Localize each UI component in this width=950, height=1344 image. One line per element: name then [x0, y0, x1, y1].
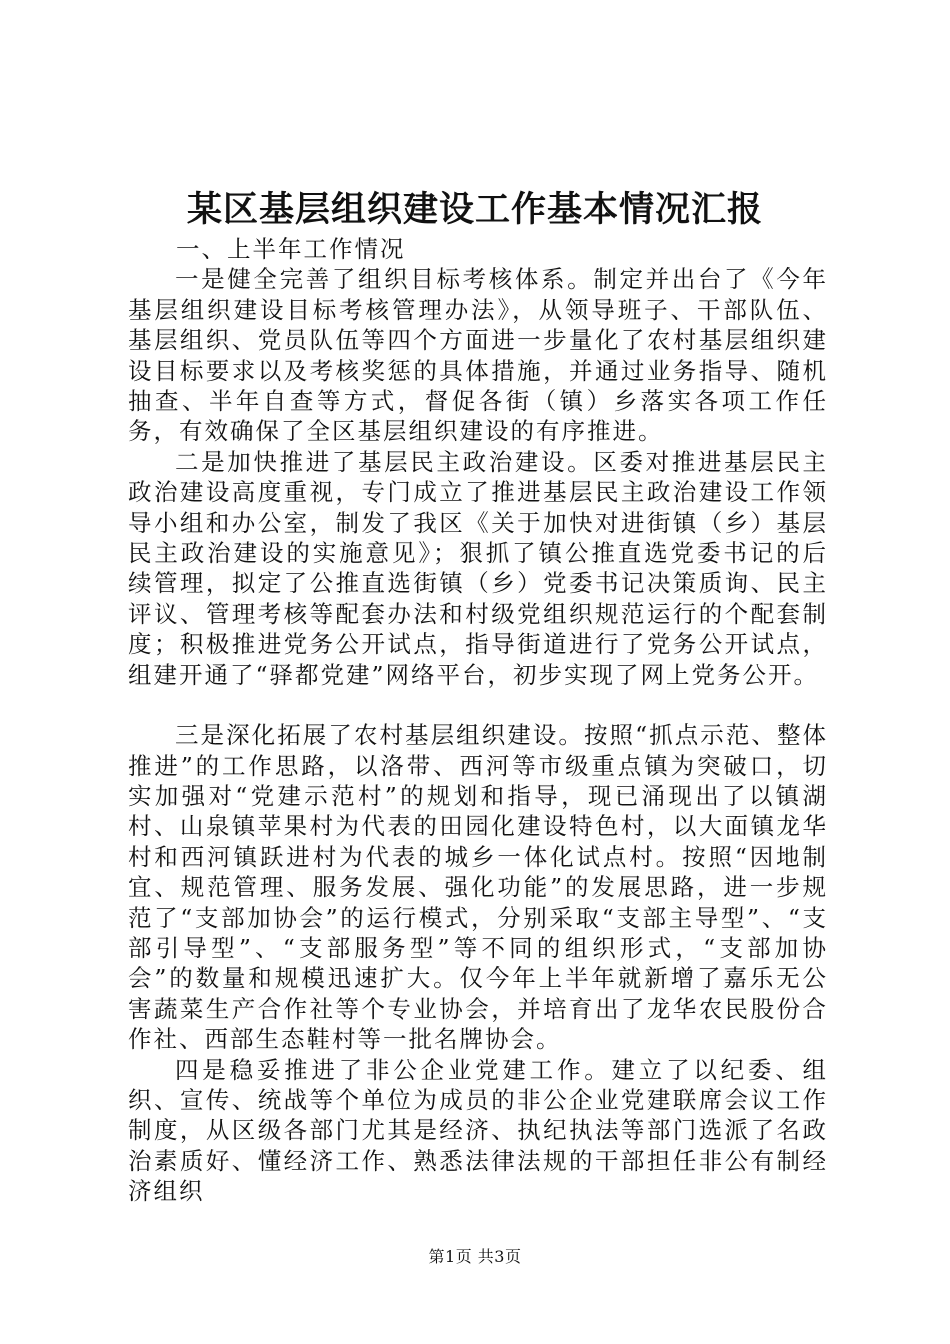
document-body [128, 234, 828, 1207]
paragraph-1: 一是健全完善了组织目标考核体系。制定并出台了《今年基层组织建设目标考核管理办法》，从领导班子、干部队伍、基层组织、党员队伍等四个方面进一步量化了农村基层组织建设目标要求以及考核奖惩的具体措施，并通过业务指导、随机抽查、半年自查等方式，督促各街（镇）乡落实各项工作任务，有效确保了全区基层组织建设的有序推进。 [128, 265, 828, 446]
section-heading: 一、上半年工作情况 [176, 235, 406, 263]
paragraph-4: 四是稳妥推进了非公企业党建工作。建立了以纪委、组织、宣传、统战等个单位为成员的非公企业党建联席会议工作制度，从区级各部门尤其是经济、执纪执法等部门选派了名政治素质好、懂经济工作、熟悉法律法规的干部担任非公有制经济组织 [128, 1055, 828, 1206]
paragraph-gap [128, 690, 828, 720]
paragraph-3: 三是深化拓展了农村基层组织建设。按照“抓点示范、整体推进”的工作思路，以洛带、西河等市级重点镇为突破口，切实加强对“党建示范村”的规划和指导，现已涌现出了以镇湖村、山泉镇苹果村为代表的田园化建设特色村，以大面镇龙华村和西河镇跃进村为代表的城乡一体化试点村。按照“因地制宜、规范管理、服务发展、强化功能”的发展思路，进一步规范了“支部加协会”的运行模式，分别采取“支部主导型”、“支部引导型”、“支部服务型”等不同的组织形式，“支部加协会”的数量和规模迅速扩大。仅今年上半年就新增了嘉乐无公害蔬菜生产合作社等个专业协会，并培育出了龙华农民股份合作社、西部生态鞋村等一批名牌协会。 [128, 721, 828, 1054]
page-indicator: 第1页 共3页 [428, 1247, 522, 1266]
document-title: 某区基层组织建设工作基本情况汇报 [186, 189, 763, 230]
paragraph-2: 二是加快推进了基层民主政治建设。区委对推进基层民主政治建设高度重视，专门成立了推进基层民主政治建设工作领导小组和办公室，制发了我区《关于加快对进街镇（乡）基层民主政治建设的实施意见》；狠抓了镇公推直选党委书记的后续管理，拟定了公推直选街镇（乡）党委书记决策质询、民主评议、管理考核等配套办法和村级党组织规范运行的个配套制度；积极推进党务公开试点，指导街道进行了党务公开试点，组建开通了“驿都党建”网络平台，初步实现了网上党务公开。 [128, 447, 828, 689]
